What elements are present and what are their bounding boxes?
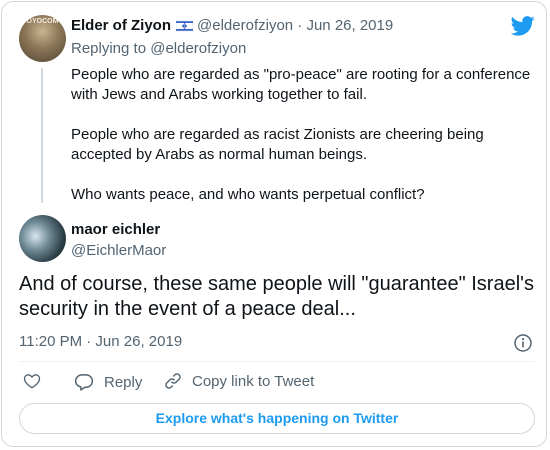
parent-tweet-text: [71, 65, 541, 205]
parent-tweet-header: [71, 17, 393, 34]
reply-icon: [74, 372, 94, 392]
actions-divider: [19, 361, 535, 362]
parent-author-name[interactable]: Elder of Ziyon: [71, 17, 172, 34]
replying-to-label[interactable]: Replying to @elderofziyon: [71, 40, 247, 57]
reply-button[interactable]: [74, 372, 142, 392]
avatar-text: OYOCOM: [26, 18, 59, 25]
copy-link-label: Copy link to Tweet: [192, 372, 315, 390]
main-author-name[interactable]: maor eichler: [71, 221, 161, 238]
main-tweet-text: And of course, these same people will "guarantee" Israel's security in the event of a peace deal...: [19, 273, 534, 320]
thread-connector-line: [41, 68, 43, 203]
parent-author-avatar[interactable]: [19, 15, 66, 62]
like-button[interactable]: [23, 372, 41, 390]
explore-twitter-button[interactable]: Explore what's happening on Twitter: [19, 403, 535, 434]
main-author-avatar[interactable]: [19, 215, 66, 262]
parent-tweet-paragraph: People who are regarded as racist Zionists are cheering being accepted by Arabs as normal human beings.: [71, 126, 484, 163]
main-author-handle[interactable]: @EichlerMaor: [71, 242, 167, 259]
reply-label: Reply: [104, 373, 143, 391]
tweet-embed-card: [1, 1, 547, 447]
parent-tweet-date[interactable]: Jun 26, 2019: [306, 17, 394, 34]
parent-tweet-paragraph: People who are regarded as "pro-peace" are rooting for a conference with Jews and Arabs working together to fail.: [71, 66, 531, 103]
copy-link-button[interactable]: [164, 372, 314, 390]
link-icon: [164, 372, 182, 390]
header-separator: ·: [297, 17, 303, 34]
parent-tweet-paragraph: Who wants peace, and who wants perpetual conflict?: [71, 186, 425, 203]
twitter-bird-icon[interactable]: [511, 16, 535, 36]
info-icon[interactable]: [513, 333, 533, 353]
tweet-timestamp[interactable]: 11:20 PM · Jun 26, 2019: [19, 333, 183, 350]
israel-flag-icon: [176, 20, 193, 32]
parent-author-handle[interactable]: @elderofziyon: [197, 17, 294, 34]
heart-icon: [23, 372, 41, 390]
